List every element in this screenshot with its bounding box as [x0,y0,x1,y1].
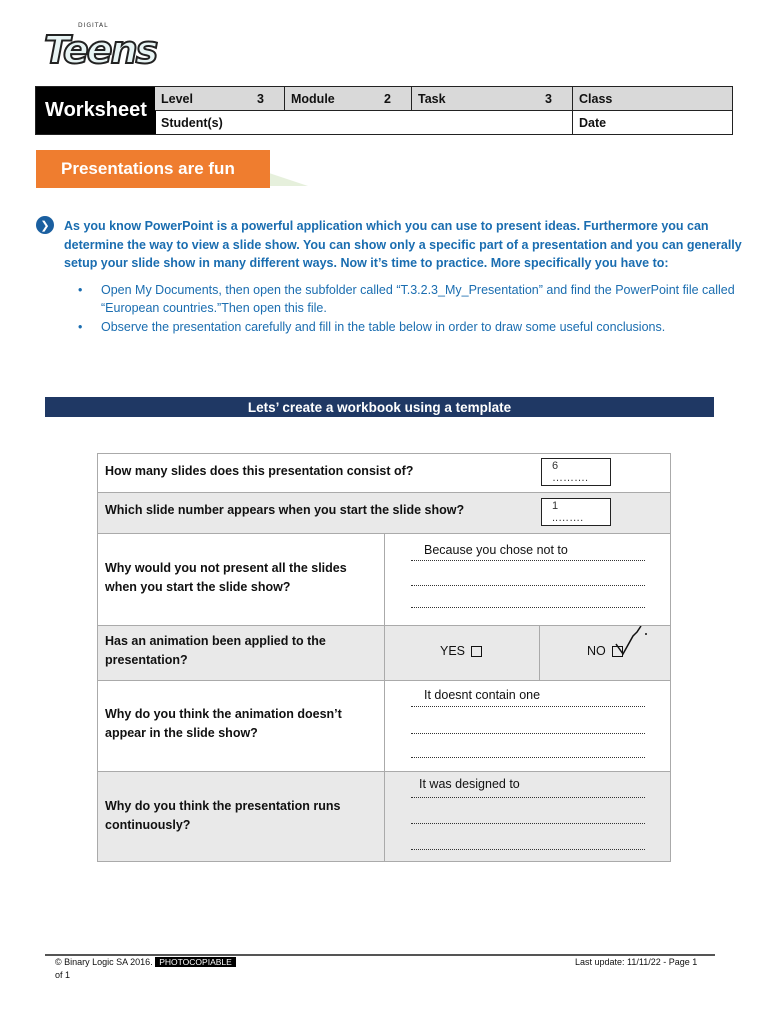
footer-divider [45,954,715,956]
yes-checkbox[interactable] [471,646,482,657]
table-row: Why do you think the presentation runs continuously? It was designed to [98,772,670,861]
answer-text[interactable]: Because you chose not to [424,543,568,557]
teens-logo: DIGITAL Teens [44,22,157,72]
footer-copyright: © Binary Logic SA 2016. PHOTOCOPIABLE [55,957,236,968]
no-option[interactable]: NO [587,644,623,658]
class-cell[interactable]: Class [573,87,732,111]
list-item: • Open My Documents, then open the subfolder called “T.3.2.3_My_Presentation” and find the PowerPoint file called “European countries.”Then open this file. [78,281,744,318]
task-cell: Task 3 [412,87,573,111]
yes-option[interactable]: YES [440,644,482,658]
arrow-bullet-icon: ❯ [36,216,54,234]
students-cell[interactable]: Student(s) [155,111,573,134]
section-banner: Presentations are fun [36,150,270,188]
list-item: • Observe the presentation carefully and fill in the table below in order to draw some useful conclusions. [78,318,744,337]
table-row: Why would you not present all the slides when you start the slide show? Because you chose not to [98,534,670,626]
checkmark-icon [613,626,653,660]
date-cell[interactable]: Date [579,115,607,130]
answer-box[interactable]: 6 ………. [541,458,611,486]
module-cell: Module 2 [285,87,412,111]
worksheet-title: Worksheet [36,87,156,134]
photocopiable-badge: PHOTOCOPIABLE [155,957,236,967]
table-row: Has an animation been applied to the presentation? YES NO [98,626,670,681]
level-cell: Level 3 [155,87,285,111]
intro-text: As you know PowerPoint is a powerful application which you can use to present ideas. Furthermore you can determine the way to view a slide show. You can show only a specific part of a presentation and you can generally setup your slide show in many different ways. Now it’s time to practice. More specifically you have to: [64,219,742,270]
answer-text[interactable]: It doesnt contain one [424,688,541,702]
question-table [97,453,671,862]
footer-page-of: of 1 [55,970,71,980]
table-row: How many slides does this presentation consist of? 6 ………. [98,454,670,493]
section-title: Lets’ create a workbook using a template [45,397,714,417]
table-row: Which slide number appears when you start the slide show? 1 ..……. [98,493,670,534]
answer-box[interactable]: 1 ..……. [541,498,611,526]
answer-text[interactable]: It was designed to [419,777,520,791]
intro-block [64,217,744,336]
footer-update: Last update: 11/11/22 - Page 1 [575,957,698,967]
instruction-list [78,281,744,337]
worksheet-header [35,86,733,135]
table-row: Why do you think the animation doesn’t appear in the slide show? It doesnt contain one [98,681,670,772]
